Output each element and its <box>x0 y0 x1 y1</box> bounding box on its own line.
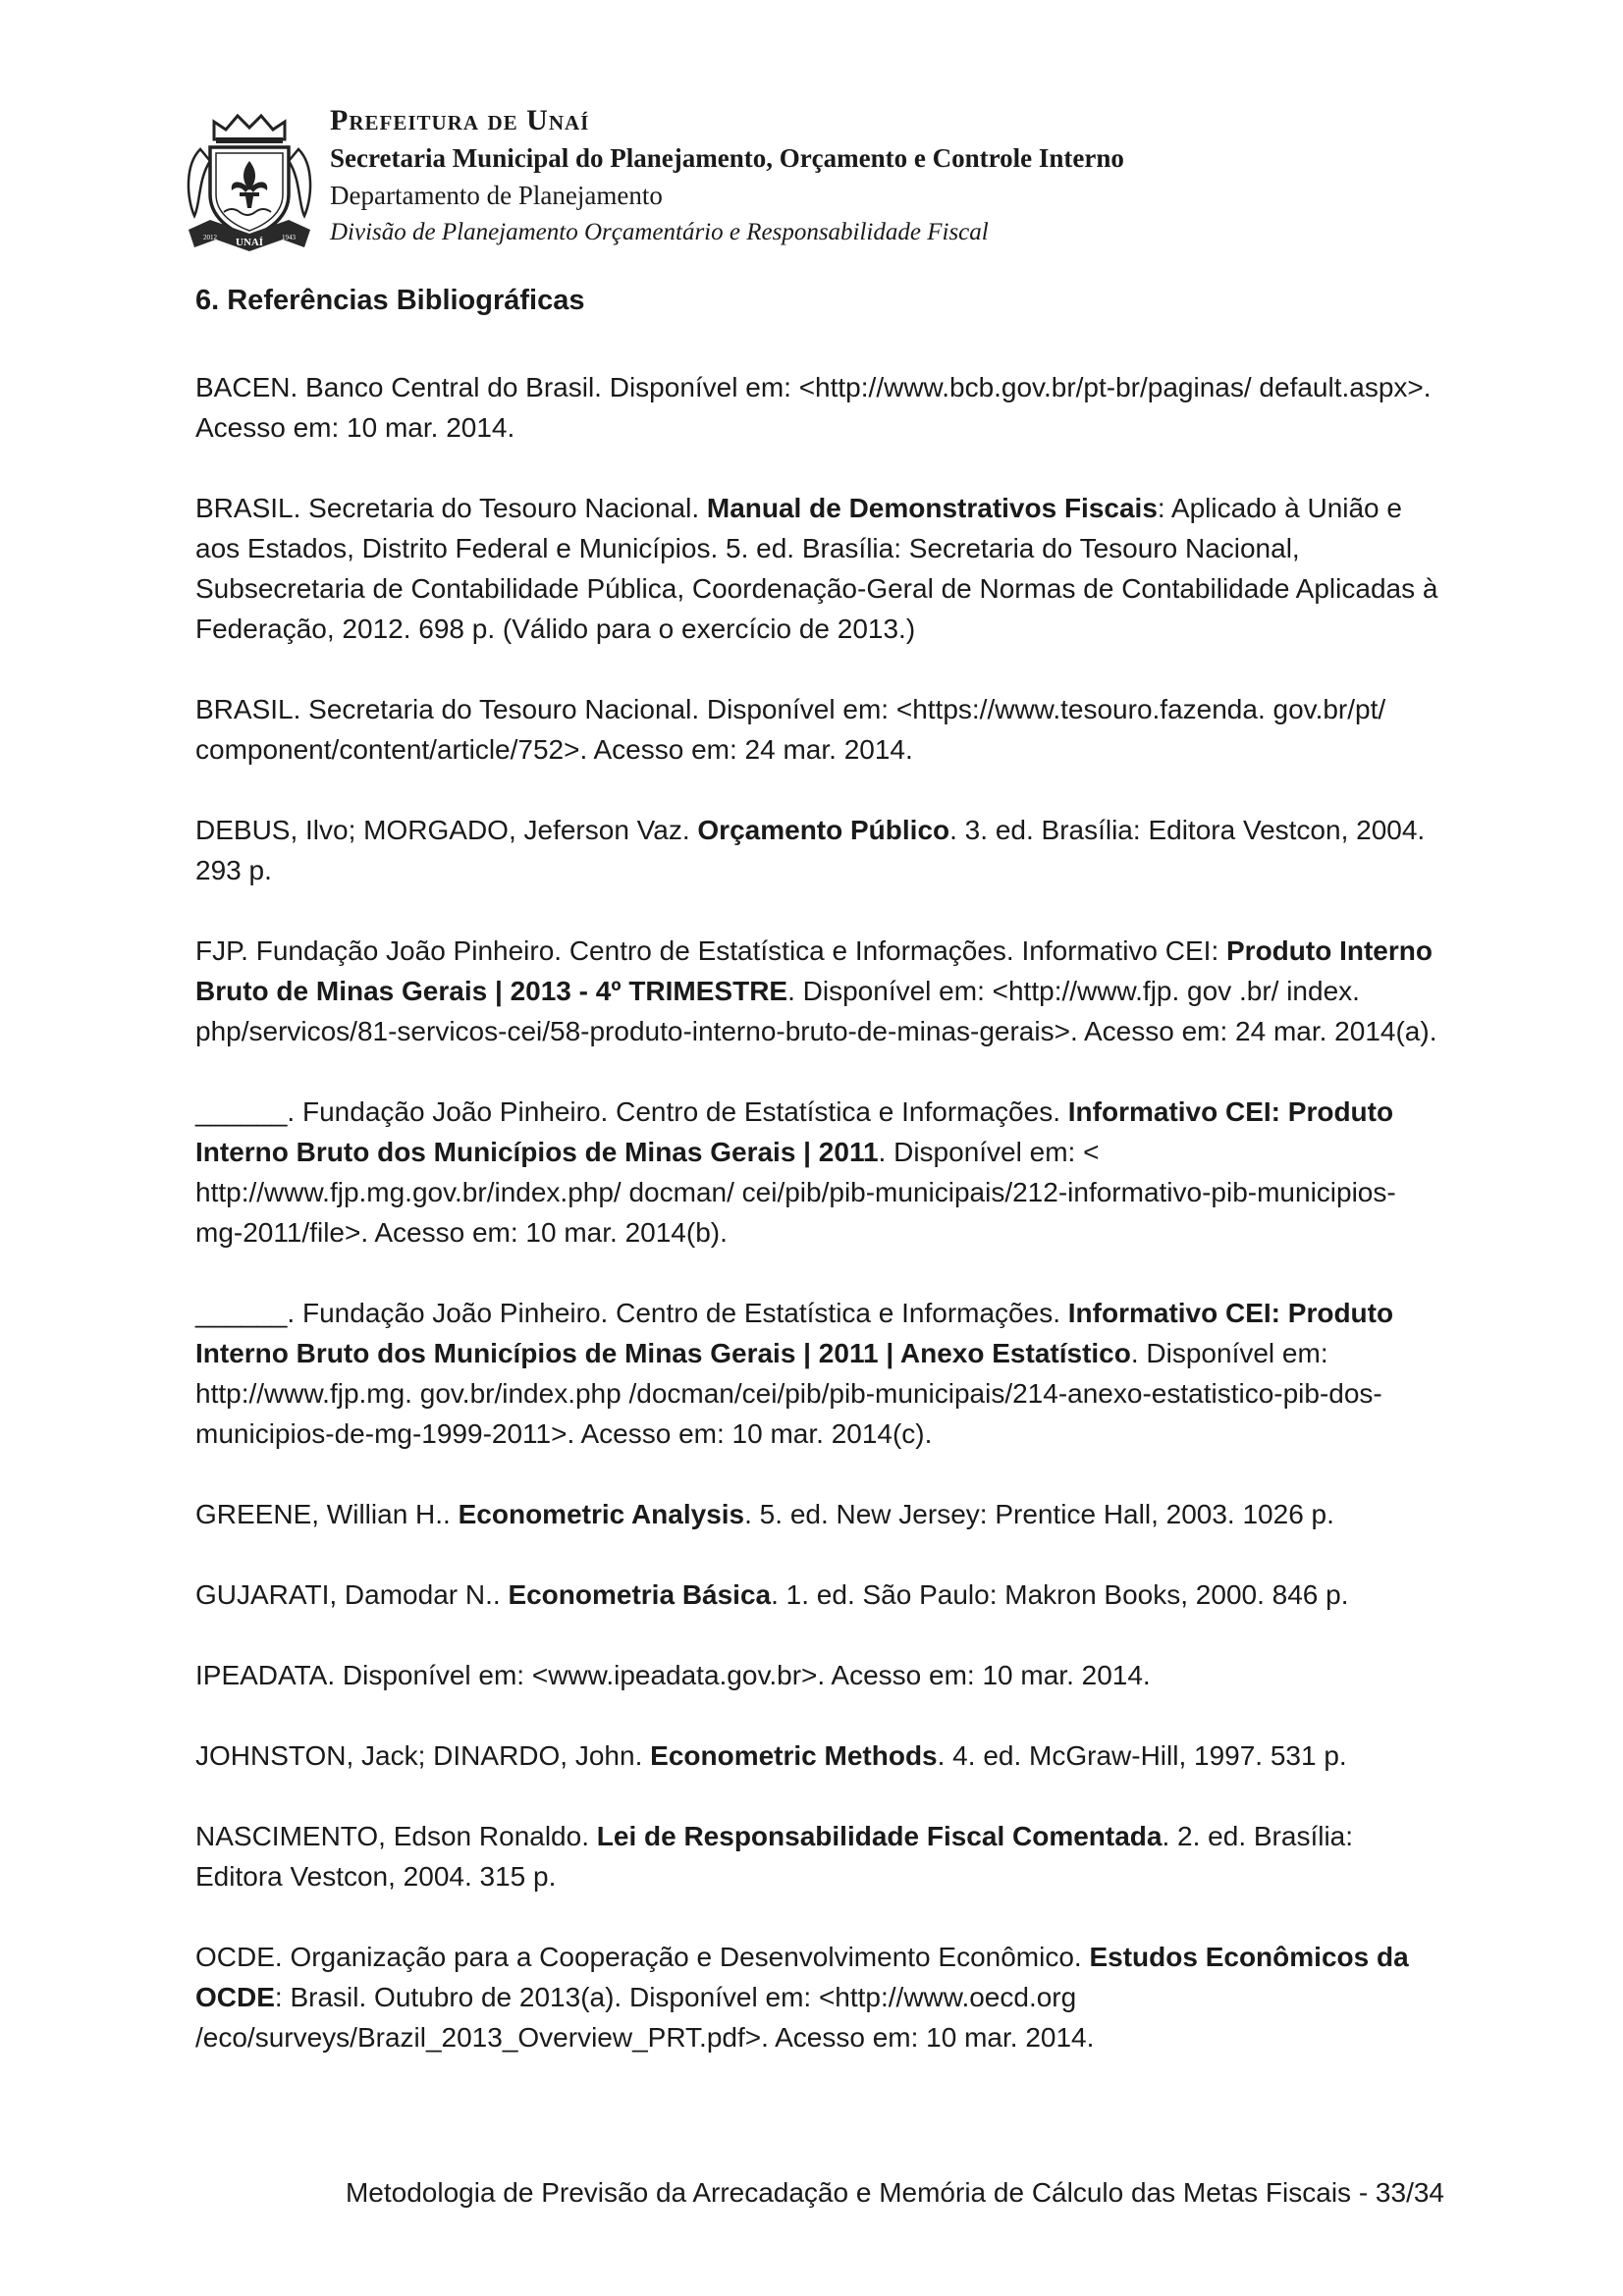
reference-title: Orçamento Público <box>697 815 950 845</box>
organization-name: Prefeitura de Unaí <box>330 104 590 136</box>
reference-entry <box>195 367 1440 448</box>
reference-title: Produto Interno Bruto de Minas Gerais | 2013 - 4º TRIMESTRE <box>195 935 1433 1006</box>
reference-text: FJP. Fundação João Pinheiro. Centro de Estatística e Informações. Informativo CEI: <box>195 935 1226 966</box>
reference-text: NASCIMENTO, Edson Ronaldo. <box>195 1821 597 1851</box>
reference-title: Informativo CEI: Produto Interno Bruto dos Municípios de Minas Gerais | 2011 <box>195 1096 1394 1167</box>
reference-text: ______. Fundação João Pinheiro. Centro de Estatística e Informações. <box>195 1298 1068 1328</box>
reference-entry <box>195 810 1440 890</box>
reference-text: DEBUS, Ilvo; MORGADO, Jeferson Vaz. <box>195 815 698 845</box>
reference-text: : Brasil. Outubro de 2013(a). Disponível em: <http://www.oecd.org /eco/surveys/Brazil_2013_Overview_PRT.pdf>. Acesso em: 10 mar. 2014. <box>195 1982 1095 2053</box>
secretariat-name: Secretaria Municipal do Planejamento, Orçamento e Controle Interno <box>330 143 1124 173</box>
reference-title: Econometric Analysis <box>458 1499 745 1529</box>
reference-text: IPEADATA. Disponível em: <www.ipeadata.gov.br>. Acesso em: 10 mar. 2014. <box>195 1660 1151 1690</box>
reference-text: . Disponível em: < http://www.fjp.mg.gov.br/index.php/ docman/ cei/pib/pib-municipais/212-informativo-pib-municipios-mg-2011/file>. Acesso em: 10 mar. 2014(b). <box>195 1137 1396 1248</box>
reference-entry <box>195 689 1440 770</box>
reference-entry <box>195 1816 1440 1896</box>
reference-entry <box>195 1735 1440 1776</box>
reference-text: BRASIL. Secretaria do Tesouro Nacional. Disponível em: <https://www.tesouro.fazenda. gov.br/pt/ component/content/article/752>. Acesso em: 24 mar. 2014. <box>195 694 1386 765</box>
municipal-coat-of-arms-icon <box>181 110 318 255</box>
page-header <box>181 102 1457 259</box>
section-title: 6. Referências Bibliográficas <box>195 285 585 316</box>
reference-text: : Aplicado à União e aos Estados, Distrito Federal e Municípios. 5. ed. Brasília: Secretaria do Tesouro Nacional, Subsecretaria de Contabilidade Pública, Coordenação-Geral de Normas de Contabilidade Aplicadas à Federação, 2012. 698 p. (Válido para o exercício de 2013.) <box>195 493 1438 644</box>
reference-title: Informativo CEI: Produto Interno Bruto dos Municípios de Minas Gerais | 2011 | Anexo Estatístico <box>195 1298 1394 1368</box>
reference-entry <box>195 1494 1440 1534</box>
reference-text: . 4. ed. McGraw-Hill, 1997. 531 p. <box>937 1740 1347 1771</box>
reference-list <box>195 367 1440 2098</box>
crest-year-left: 2012 <box>203 234 217 241</box>
crest-text: UNAÍ <box>235 237 264 248</box>
reference-entry <box>195 931 1440 1051</box>
reference-entry <box>195 1293 1440 1454</box>
reference-text: . 1. ed. São Paulo: Makron Books, 2000. 846 p. <box>771 1579 1349 1610</box>
page-footer: Metodologia de Previsão da Arrecadação e Memória de Cálculo das Metas Fiscais - 33/34 <box>345 2177 1444 2208</box>
reference-text: . 2. ed. Brasília: Editora Vestcon, 2004. 315 p. <box>195 1821 1354 1892</box>
reference-title: Estudos Econômicos da OCDE <box>195 1942 1409 2012</box>
reference-title: Econometric Methods <box>650 1740 938 1771</box>
department-name: Departamento de Planejamento <box>330 181 663 210</box>
reference-text: JOHNSTON, Jack; DINARDO, John. <box>195 1740 651 1771</box>
reference-text: . Disponível em: <http://www.fjp. gov .br/ index. php/servicos/81-servicos-cei/58-produto-interno-bruto-de-minas-gerais>. Acesso em: 24 mar. 2014(a). <box>195 976 1437 1046</box>
reference-text: GREENE, Willian H.. <box>195 1499 459 1529</box>
reference-text: ______. Fundação João Pinheiro. Centro de Estatística e Informações. <box>195 1096 1068 1127</box>
reference-entry <box>195 488 1440 649</box>
reference-entry <box>195 1937 1440 2057</box>
reference-text: . Disponível em: http://www.fjp.mg. gov.br/index.php /docman/cei/pib/pib-municipais/214-anexo-estatistico-pib-dos-municipios-de-mg-1999-2011>. Acesso em: 10 mar. 2014(c). <box>195 1338 1382 1449</box>
header-text-block <box>330 102 1124 251</box>
reference-text: . 3. ed. Brasília: Editora Vestcon, 2004. 293 p. <box>195 815 1426 885</box>
reference-text: BACEN. Banco Central do Brasil. Disponível em: <http://www.bcb.gov.br/pt-br/paginas/ default.aspx>. Acesso em: 10 mar. 2014. <box>195 372 1432 443</box>
reference-entry <box>195 1655 1440 1695</box>
reference-text: BRASIL. Secretaria do Tesouro Nacional. <box>195 493 707 523</box>
reference-text: . 5. ed. New Jersey: Prentice Hall, 2003. 1026 p. <box>744 1499 1334 1529</box>
reference-title: Lei de Responsabilidade Fiscal Comentada <box>596 1821 1163 1851</box>
division-name: Divisão de Planejamento Orçamentário e Responsabilidade Fiscal <box>330 219 989 245</box>
reference-title: Econometria Básica <box>508 1579 772 1610</box>
crest-year-right: 1943 <box>282 234 296 241</box>
reference-text: GUJARATI, Damodar N.. <box>195 1579 509 1610</box>
reference-entry <box>195 1575 1440 1615</box>
reference-title: Manual de Demonstrativos Fiscais <box>706 493 1158 523</box>
reference-text: OCDE. Organização para a Cooperação e Desenvolvimento Econômico. <box>195 1942 1090 1972</box>
reference-entry <box>195 1092 1440 1253</box>
